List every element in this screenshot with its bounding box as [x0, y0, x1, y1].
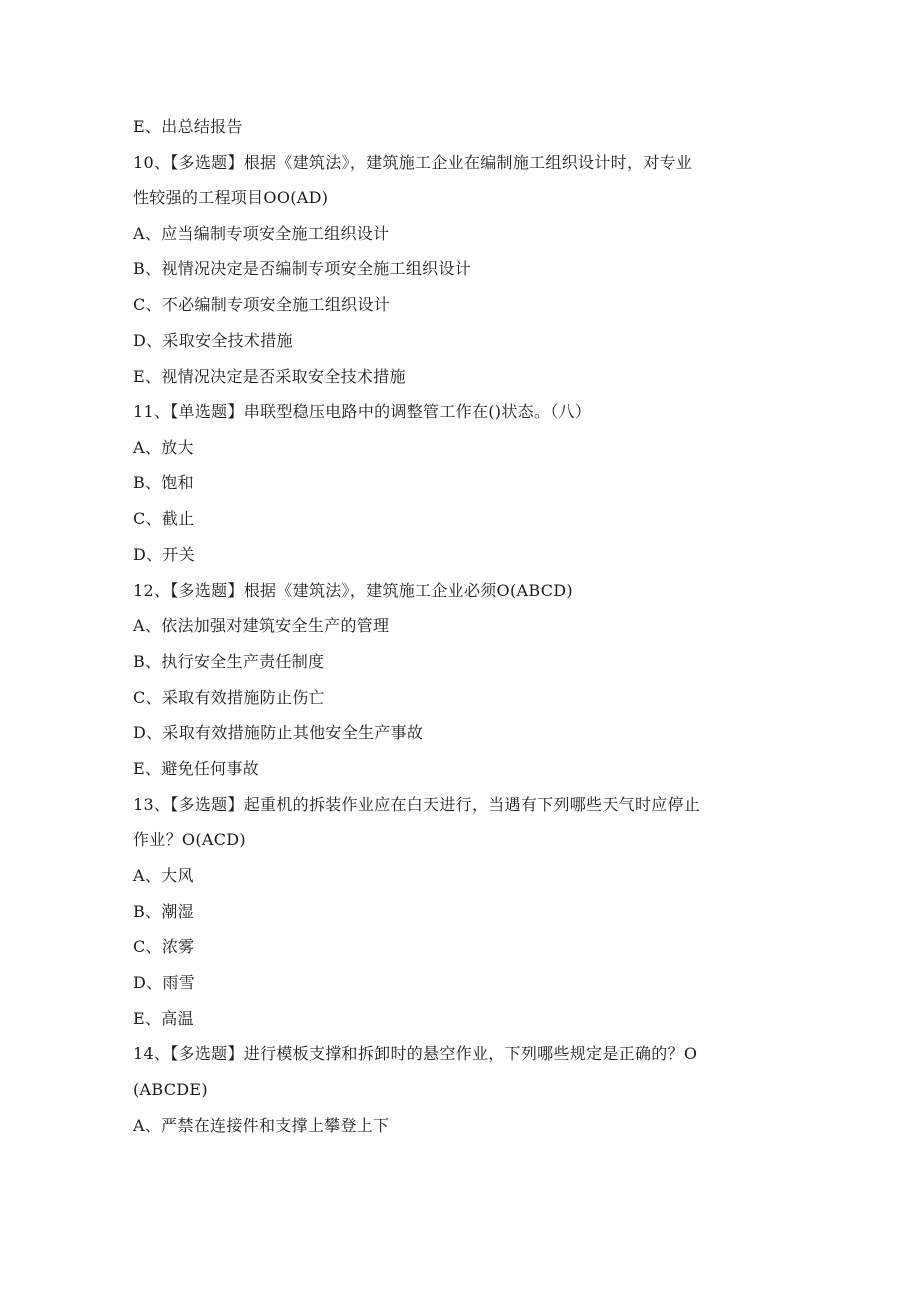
question-line: 作业？O(ACD): [133, 830, 246, 849]
question-line: 13、【多选题】起重机的拆装作业应在白天进行，当遇有下列哪些天气时应停止: [133, 795, 701, 814]
question-line: (ABCDE): [133, 1080, 208, 1099]
option-line: C、采取有效措施防止伤亡: [133, 688, 325, 707]
option-line: A、依法加强对建筑安全生产的管理: [133, 616, 390, 635]
option-line: C、浓雾: [133, 937, 195, 956]
option-line: D、采取安全技术措施: [133, 331, 293, 350]
option-line: E、避免任何事故: [133, 759, 260, 778]
option-line: B、执行安全生产责任制度: [133, 652, 325, 671]
option-line: D、采取有效措施防止其他安全生产事故: [133, 723, 424, 742]
question-line: 12、【多选题】根据《建筑法》，建筑施工企业必须O(ABCD): [133, 581, 573, 600]
option-line: A、放大: [133, 438, 194, 457]
option-line: C、截止: [133, 509, 195, 528]
option-line: C、不必编制专项安全施工组织设计: [133, 295, 391, 314]
question-line: 10、【多选题】根据《建筑法》，建筑施工企业在编制施工组织设计时，对专业: [133, 153, 693, 172]
option-line: D、雨雪: [133, 973, 196, 992]
option-line: E、高温: [133, 1009, 194, 1028]
option-line: B、潮湿: [133, 902, 194, 921]
option-line: A、大风: [133, 866, 194, 885]
question-line: 11、【单选题】串联型稳压电路中的调整管工作在()状态。（八）: [133, 402, 592, 421]
option-line: D、开关: [133, 545, 196, 564]
option-line: A、应当编制专项安全施工组织设计: [133, 224, 390, 243]
option-line: A、严禁在连接件和支撑上攀登上下: [133, 1116, 390, 1135]
option-line: E、视情况决定是否采取安全技术措施: [133, 367, 406, 386]
option-line: B、饱和: [133, 473, 194, 492]
question-line: 14、【多选题】进行模板支撑和拆卸时的悬空作业，下列哪些规定是正确的？O: [133, 1044, 698, 1063]
question-line: 性较强的工程项目OO(AD): [133, 188, 329, 207]
option-line: B、视情况决定是否编制专项安全施工组织设计: [133, 259, 472, 278]
option-line: E、出总结报告: [133, 117, 243, 136]
